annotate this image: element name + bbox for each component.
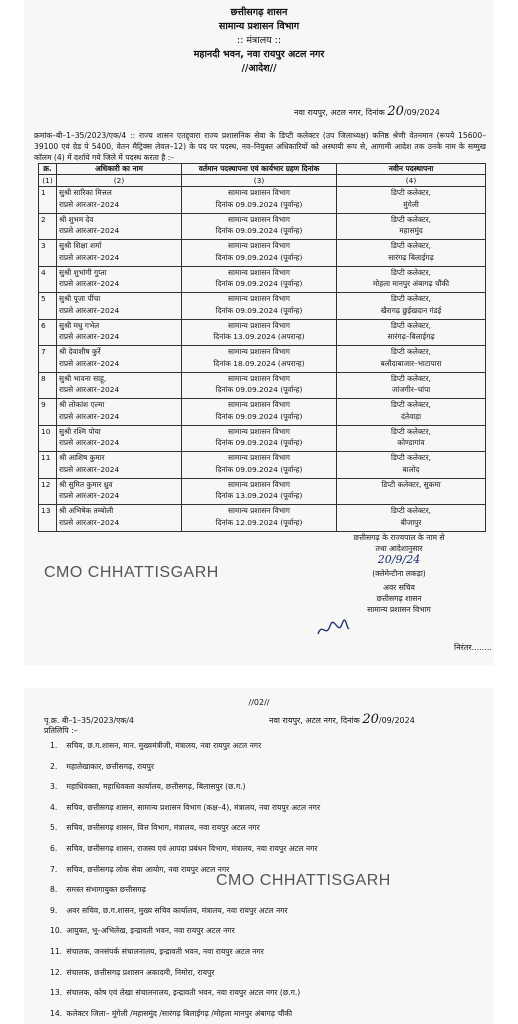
new-district: बीजापुर bbox=[400, 517, 422, 527]
copy-recipient: सचिव, छत्तीसगढ़ लोक सेवा आयोग, नवा रायपुर अटल नगर bbox=[66, 864, 230, 874]
new-district: कोण्डागांव bbox=[397, 438, 425, 447]
current-department: सामान्य प्रशासन विभाग bbox=[228, 241, 290, 250]
officer-batch: राप्रसे आरआर–2024 bbox=[59, 411, 120, 421]
copy-recipient: सचिव, छत्तीसगढ़ शासन, सामान्य प्रशासन विभाग (कक्ष–4), मंत्रालय, नवा रायपुर अटल नगर bbox=[66, 802, 321, 812]
table-row bbox=[39, 319, 486, 346]
serial-number: 11 bbox=[39, 452, 57, 479]
joining-date: दिनांक 09.09.2024 (पूर्वान्ह) bbox=[215, 464, 303, 474]
current-posting-cell bbox=[182, 425, 337, 452]
serial-number: 4 bbox=[39, 266, 57, 293]
officer-batch: राप्रसे आरआर–2024 bbox=[59, 226, 120, 235]
table-row bbox=[39, 187, 486, 214]
officer-cell bbox=[57, 399, 182, 426]
joining-date: दिनांक 09.09.2024 (पूर्वान्ह) bbox=[215, 279, 303, 288]
officer-batch: राप्रसे आरआर–2024 bbox=[59, 491, 120, 500]
joining-date: दिनांक 12.09.2024 (पूर्वान्ह) bbox=[215, 517, 303, 527]
new-post: डिप्टी कलेक्टर, bbox=[391, 214, 431, 224]
officer-name: सुश्री मधु गभेल bbox=[59, 320, 100, 330]
copy-recipient: समस्त संभागायुक्त छत्तीसगढ़ bbox=[66, 885, 146, 895]
current-department: सामान्य प्रशासन विभाग bbox=[228, 267, 290, 277]
current-department: सामान्य प्रशासन विभाग bbox=[228, 400, 290, 409]
officer-name: सुश्री शुभांगी गुप्ता bbox=[59, 267, 107, 277]
table-row bbox=[39, 213, 486, 240]
officer-cell bbox=[57, 266, 182, 293]
copy-recipient: संचालक, छत्तीसगढ़ प्रशासन अकादमी, निमोरा, रायपुर bbox=[66, 967, 215, 977]
copy-recipient: कलेक्टर जिला– मुंगेली /महासमुंद /सारंगढ़ बिलाईगढ़ /मोहला मानपुर अंबागढ़ चौंकी bbox=[66, 1008, 293, 1018]
officer-batch: राप्रसे आरआर–2024 bbox=[59, 438, 120, 447]
table-row bbox=[39, 293, 486, 320]
officer-name: श्री सुमित कुमार ध्रुव bbox=[59, 479, 113, 489]
new-posting-cell bbox=[337, 293, 486, 320]
new-post: डिप्टी कलेक्टर, bbox=[391, 426, 431, 436]
posting-table bbox=[38, 163, 486, 532]
copy-number: 7. bbox=[50, 864, 58, 874]
list-item bbox=[50, 736, 490, 757]
serial-number: 6 bbox=[39, 319, 57, 346]
new-posting-cell bbox=[337, 346, 486, 373]
list-item bbox=[50, 798, 490, 819]
copy-recipient: अवर सचिव, छ.ग.शासन, मुख्य सचिव कार्यालय, मंत्रालय, नवा रायपुर अटल नगर bbox=[66, 905, 288, 915]
signature-scribble bbox=[316, 618, 350, 640]
reference-number: पृ.क्र. बी–1–35/2023/एक/4 bbox=[44, 716, 134, 725]
officer-cell bbox=[57, 187, 182, 214]
copy-label: प्रतिलिपि :– bbox=[44, 726, 78, 735]
list-item bbox=[50, 839, 490, 860]
table-row bbox=[39, 346, 486, 373]
officer-batch: राप्रसे आरआर–2024 bbox=[59, 279, 120, 288]
new-district: महासमुंद bbox=[399, 226, 423, 235]
copy-recipient: सचिव, छ.ग.शासन, मान. मुख्यमंत्रीजी, मंत्रालय, नवा रायपुर अटल नगर bbox=[66, 741, 262, 750]
header-current-posting: वर्तमान पदस्थापना एवं कार्यभार ग्रहण दिनांक bbox=[182, 164, 337, 175]
officer-name: श्री अभिषेक तम्बोली bbox=[59, 506, 114, 515]
current-department: सामान्य प्रशासन विभाग bbox=[228, 294, 290, 303]
current-posting-cell bbox=[182, 372, 337, 399]
new-posting-cell bbox=[337, 319, 486, 346]
current-posting-cell bbox=[182, 346, 337, 373]
order-intro-text: क्रमांक–बी–1–35/2023/एक/4 :: राज्य शासन एतद्द्वारा राज्य प्रशासनिक सेवा के डिप्टी कलेक्टर (उप जिलाध्यक्ष) कनिष्ठ श्रेणी वेतनमान (रूपये 15600–39100 एवं ग्रेड पे 5400, वेतन मैट्रिक्स लेवल–12) के पद पर पदस्थ, नव–नियुक्त अधिकारियों को अस्थायी रूप से, आगामी आदेश तक उनके नाम के सम्मुख कॉलम (4) में दर्शाये गये जिले में पदस्थ करता है :– bbox=[34, 131, 486, 162]
current-department: सामान्य प्रशासन विभाग bbox=[228, 214, 290, 224]
copy-number: 10. bbox=[50, 926, 63, 936]
new-posting-cell bbox=[337, 213, 486, 240]
officer-cell bbox=[57, 240, 182, 267]
new-posting-cell bbox=[337, 505, 486, 532]
signature-initials: 20/9/24 bbox=[377, 553, 421, 566]
new-post: डिप्टी कलेक्टर, सुकमा bbox=[381, 479, 441, 489]
current-posting-cell bbox=[182, 478, 337, 505]
watermark: CMO CHHATTISGARH bbox=[216, 872, 391, 889]
new-district: खैरागढ़ छुईखदान गंडई bbox=[380, 305, 442, 315]
officer-name: सुश्री रश्मि पोया bbox=[59, 426, 101, 436]
serial-number: 10 bbox=[39, 425, 57, 452]
joining-date: दिनांक 09.09.2024 (पूर्वान्ह) bbox=[215, 438, 303, 447]
copy-number: 2. bbox=[50, 761, 58, 771]
officer-cell bbox=[57, 372, 182, 399]
table-row bbox=[39, 425, 486, 452]
officer-batch: राप्रसे आरआर–2024 bbox=[59, 517, 120, 527]
copy-recipient: महालेखाकार, छत्तीसगढ़, रायपुर bbox=[66, 761, 154, 771]
signature-block: छत्तीसगढ़ के राज्यपाल के नाम से तथा आदेशानुसार 20/9/24 (क्लेमेन्टीना लकड़ा) अवर सचिव छत्तीसगढ़ शासन सामान्य प्रशासन विभाग bbox=[314, 532, 484, 615]
new-district: सारंगढ़ बिलाईगढ़ bbox=[388, 252, 434, 262]
joining-date: दिनांक 09.09.2024 (पूर्वान्ह) bbox=[215, 411, 303, 421]
current-posting-cell bbox=[182, 187, 337, 214]
serial-number: 5 bbox=[39, 293, 57, 320]
new-posting-cell bbox=[337, 240, 486, 267]
copy-recipient: सचिव, छत्तीसगढ़ शासन, वित्त विभाग, मंत्रालय, नवा रायपुर अटल नगर bbox=[66, 823, 260, 833]
copy-number: 8. bbox=[50, 885, 58, 895]
officer-name: सुश्री पूजा पींचा bbox=[59, 294, 101, 303]
letterhead bbox=[24, 6, 494, 76]
joining-date: दिनांक 09.09.2024 (पूर्वान्ह) bbox=[215, 226, 303, 235]
new-posting-cell bbox=[337, 266, 486, 293]
joining-date: दिनांक 13.09.2024 (अपरान्ह) bbox=[213, 332, 305, 341]
copy-number: 5. bbox=[50, 823, 58, 833]
officer-name: श्री आशिष कुमार bbox=[59, 453, 105, 462]
officer-name: सुश्री शिक्षा शर्मा bbox=[59, 241, 102, 250]
joining-date: दिनांक 13.09.2024 (पूर्वान्ह) bbox=[215, 491, 303, 500]
order-page-1 bbox=[24, 0, 494, 665]
new-posting-cell bbox=[337, 425, 486, 452]
new-posting-cell bbox=[337, 187, 486, 214]
officer-cell bbox=[57, 293, 182, 320]
copy-number: 1. bbox=[50, 741, 58, 750]
officer-batch: राप्रसे आरआर–2024 bbox=[59, 332, 120, 341]
watermark: CMO CHHATTISGARH bbox=[44, 564, 219, 581]
joining-date: दिनांक 09.09.2024 (पूर्वान्ह) bbox=[215, 252, 303, 262]
current-posting-cell bbox=[182, 452, 337, 479]
current-department: सामान्य प्रशासन विभाग bbox=[228, 188, 290, 197]
officer-batch: राप्रसे आरआर–2024 bbox=[59, 358, 120, 368]
officer-name: श्री लोकांश एल्मा bbox=[59, 400, 105, 409]
new-posting-cell bbox=[337, 372, 486, 399]
copy-number: 4. bbox=[50, 802, 58, 812]
office-address: महानदी भवन, नवा रायपुर अटल नगर bbox=[193, 49, 325, 60]
new-district: दंतेवाड़ा bbox=[400, 411, 422, 421]
serial-number: 12 bbox=[39, 478, 57, 505]
current-posting-cell bbox=[182, 266, 337, 293]
new-district: बालोद bbox=[402, 464, 420, 474]
current-department: सामान्य प्रशासन विभाग bbox=[228, 373, 290, 383]
copy-date: नवा रायपुर, अटल नगर, दिनांक 20/09/2024 bbox=[269, 712, 415, 727]
new-posting-cell bbox=[337, 399, 486, 426]
current-posting-cell bbox=[182, 293, 337, 320]
new-posting-cell bbox=[337, 452, 486, 479]
list-item bbox=[50, 757, 490, 778]
officer-batch: राप्रसे आरआर–2024 bbox=[59, 385, 120, 394]
new-post: डिप्टी कलेक्टर, bbox=[391, 373, 431, 383]
page-number: //02// bbox=[248, 698, 270, 707]
header-officer-name: अधिकारी का नाम bbox=[57, 164, 182, 175]
handwritten-date: 20 bbox=[362, 712, 379, 727]
list-item bbox=[50, 983, 490, 1004]
new-post: डिप्टी कलेक्टर, bbox=[391, 506, 431, 515]
officer-batch: राप्रसे आरआर–2024 bbox=[59, 305, 120, 315]
copy-recipient: संचालक, जनसंपर्क संचालनालय, इन्द्रावती भवन, नवा रायपुर अटल नगर bbox=[66, 946, 264, 956]
continued-note: निरंतर........ bbox=[454, 643, 492, 652]
table-row bbox=[39, 505, 486, 532]
copy-recipient: संचालक, कोष एवं लेखा संचालनालय, इन्द्रावती भवन, नवा रायपुर अटल नगर (छ.ग.) bbox=[66, 988, 301, 998]
order-page-2 bbox=[24, 688, 494, 1024]
order-label: //आदेश// bbox=[241, 63, 277, 74]
table-row bbox=[39, 399, 486, 426]
officer-name: श्री देवाशीष कुर्रे bbox=[59, 347, 101, 356]
current-department: सामान्य प्रशासन विभाग bbox=[228, 506, 290, 515]
current-posting-cell bbox=[182, 319, 337, 346]
new-district: जांजगीर–चांपा bbox=[391, 385, 431, 394]
officer-cell bbox=[57, 346, 182, 373]
new-post: डिप्टी कलेक्टर, bbox=[391, 400, 431, 409]
joining-date: दिनांक 18.09.2024 (अपरान्ह) bbox=[213, 358, 305, 368]
current-department: सामान्य प्रशासन विभाग bbox=[228, 453, 290, 462]
department-name: सामान्य प्रशासन विभाग bbox=[218, 21, 300, 32]
copy-number: 9. bbox=[50, 905, 58, 915]
officer-batch: राप्रसे आरआर–2024 bbox=[59, 199, 120, 209]
serial-number: 3 bbox=[39, 240, 57, 267]
current-department: सामान्य प्रशासन विभाग bbox=[228, 479, 290, 489]
new-post: डिप्टी कलेक्टर, bbox=[391, 320, 431, 330]
list-item bbox=[50, 901, 490, 922]
header-serial: क्र. bbox=[39, 164, 57, 175]
copy-number: 6. bbox=[50, 843, 58, 853]
new-district: मुंगेली bbox=[403, 199, 419, 209]
order-date: नवा रायपुर, अटल नगर, दिनांक 20/09/2024 bbox=[294, 104, 440, 119]
table-row bbox=[39, 240, 486, 267]
list-item bbox=[50, 777, 490, 798]
officer-batch: राप्रसे आरआर–2024 bbox=[59, 252, 120, 262]
table-row bbox=[39, 266, 486, 293]
copy-number: 11. bbox=[50, 946, 63, 956]
copy-number: 14. bbox=[50, 1008, 63, 1018]
current-posting-cell bbox=[182, 505, 337, 532]
new-post: डिप्टी कलेक्टर, bbox=[391, 188, 431, 197]
copy-number: 3. bbox=[50, 782, 58, 792]
officer-cell bbox=[57, 478, 182, 505]
officer-cell bbox=[57, 319, 182, 346]
serial-number: 1 bbox=[39, 187, 57, 214]
current-department: सामान्य प्रशासन विभाग bbox=[228, 347, 290, 356]
serial-number: 13 bbox=[39, 505, 57, 532]
table-row bbox=[39, 452, 486, 479]
serial-number: 8 bbox=[39, 372, 57, 399]
joining-date: दिनांक 09.09.2024 (पूर्वान्ह) bbox=[215, 305, 303, 315]
list-item bbox=[50, 942, 490, 963]
officer-name: श्री शुभम देव bbox=[59, 214, 94, 224]
new-district: सारंगढ़–बिलाईगढ़ bbox=[387, 332, 435, 341]
table-row bbox=[39, 372, 486, 399]
new-post: डिप्टी कलेक्टर, bbox=[391, 453, 431, 462]
current-posting-cell bbox=[182, 240, 337, 267]
new-district: मोहला मानपुर अंबागढ़ चौंकी bbox=[372, 279, 450, 288]
table-row bbox=[39, 478, 486, 505]
list-item bbox=[50, 818, 490, 839]
current-posting-cell bbox=[182, 213, 337, 240]
copy-number: 13. bbox=[50, 988, 63, 998]
new-post: डिप्टी कलेक्टर, bbox=[391, 267, 431, 277]
officer-cell bbox=[57, 505, 182, 532]
officer-name: सुश्री सारिका मित्तल bbox=[59, 188, 112, 197]
new-post: डिप्टी कलेक्टर, bbox=[391, 347, 431, 356]
new-post: डिप्टी कलेक्टर, bbox=[391, 294, 431, 303]
officer-cell bbox=[57, 452, 182, 479]
officer-batch: राप्रसे आरआर–2024 bbox=[59, 464, 120, 474]
ministry-label: :: मंत्रालय :: bbox=[236, 35, 282, 46]
officer-cell bbox=[57, 425, 182, 452]
govt-name: छत्तीसगढ़ शासन bbox=[230, 7, 288, 18]
copy-recipient: आयुक्त, भू–अभिलेख, इन्द्रावती भवन, नवा रायपुर अटल नगर bbox=[66, 926, 235, 936]
header-new-posting: नवीन पदस्थापना bbox=[337, 164, 486, 175]
joining-date: दिनांक 09.09.2024 (पूर्वान्ह) bbox=[215, 385, 303, 394]
copy-recipient: सचिव, छत्तीसगढ़ शासन, राजस्व एवं आपदा प्रबंधन विभाग, मंत्रालय, नवा रायपुर अटल नगर bbox=[66, 843, 318, 853]
officer-name: सुश्री भावना साहू, bbox=[59, 373, 107, 383]
serial-number: 7 bbox=[39, 346, 57, 373]
serial-number: 2 bbox=[39, 213, 57, 240]
joining-date: दिनांक 09.09.2024 (पूर्वान्ह) bbox=[215, 199, 303, 209]
current-department: सामान्य प्रशासन विभाग bbox=[228, 320, 290, 330]
copy-recipient: महाधिवक्ता, महाधिवक्ता कार्यालय, छत्तीसगढ़, बिलासपुर (छ.ग.) bbox=[66, 782, 246, 792]
new-posting-cell bbox=[337, 478, 486, 505]
new-post: डिप्टी कलेक्टर, bbox=[391, 241, 431, 250]
column-number-row: (1) (2) (3) (4) bbox=[39, 175, 486, 187]
new-district: बलौदाबाजार–भाटापारा bbox=[380, 358, 442, 368]
copy-number: 12. bbox=[50, 967, 63, 977]
list-item bbox=[50, 921, 490, 942]
list-item bbox=[50, 963, 490, 984]
current-posting-cell bbox=[182, 399, 337, 426]
handwritten-date: 20 bbox=[387, 104, 404, 119]
serial-number: 9 bbox=[39, 399, 57, 426]
current-department: सामान्य प्रशासन विभाग bbox=[228, 426, 290, 436]
list-item bbox=[50, 1004, 490, 1024]
officer-cell bbox=[57, 213, 182, 240]
